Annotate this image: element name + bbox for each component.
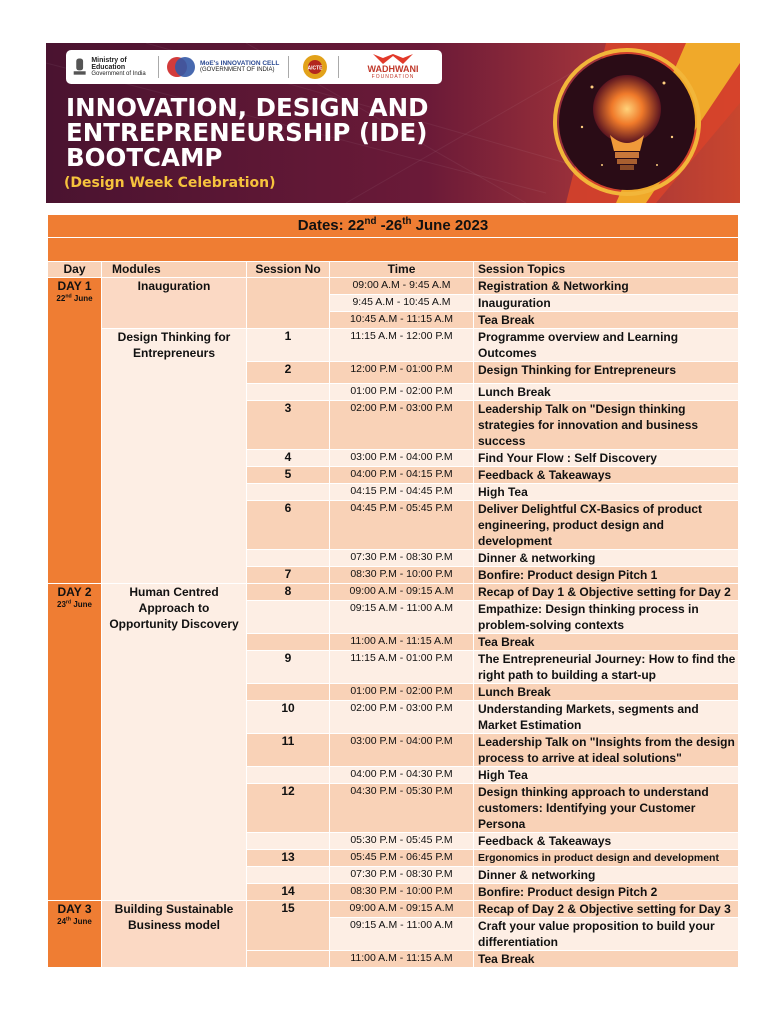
session-number <box>247 767 330 784</box>
time-cell: 09:00 A.M - 09:15 A.M <box>330 584 474 601</box>
time-cell: 04:00 P.M - 04:15 P.M <box>330 467 474 484</box>
time-cell: 10:45 A.M - 11:15 A.M <box>330 312 474 329</box>
time-cell: 04:30 P.M - 05:30 P.M <box>330 784 474 833</box>
topic-cell: Empathize: Design thinking process in problem-solving contexts <box>474 601 739 634</box>
header-modules: Modules <box>102 262 247 278</box>
header-time: Time <box>330 262 474 278</box>
time-cell: 07:30 P.M - 08:30 P.M <box>330 550 474 567</box>
topic-cell: Dinner & networking <box>474 550 739 567</box>
topic-cell: Tea Break <box>474 312 739 329</box>
topic-cell: Lunch Break <box>474 684 739 701</box>
session-number <box>247 484 330 501</box>
wadhwani-mark-icon <box>373 54 413 64</box>
session-number: 5 <box>247 467 330 484</box>
time-cell: 03:00 P.M - 04:00 P.M <box>330 450 474 467</box>
time-cell: 09:15 A.M - 11:00 A.M <box>330 918 474 951</box>
day-cell: DAY 3 24th June <box>48 901 102 968</box>
svg-text:AICTE: AICTE <box>307 65 323 72</box>
session-number: 2 <box>247 362 330 384</box>
session-number: 11 <box>247 734 330 767</box>
session-number <box>247 867 330 884</box>
session-number: 8 <box>247 584 330 601</box>
topic-cell: Understanding Markets, segments and Market Estimation <box>474 701 739 734</box>
topic-cell: Feedback & Takeaways <box>474 833 739 850</box>
time-cell: 11:15 A.M - 01:00 P.M <box>330 651 474 684</box>
wadhwani-logo <box>348 54 438 80</box>
banner-title <box>66 95 428 170</box>
time-cell: 08:30 P.M - 10:00 P.M <box>330 567 474 584</box>
time-cell: 03:00 P.M - 04:00 P.M <box>330 734 474 767</box>
brain-gear-icon <box>166 54 196 80</box>
topic-cell: Leadership Talk on "Insights from the design process to arrive at ideal solutions" <box>474 734 739 767</box>
wadhwani-name: WADHWANI <box>367 64 419 74</box>
module-cell: Design Thinking for Entrepreneurs <box>102 329 247 584</box>
topic-cell: The Entrepreneurial Journey: How to find the right path to building a start-up <box>474 651 739 684</box>
session-number: 10 <box>247 701 330 734</box>
session-number: 13 <box>247 850 330 867</box>
topic-cell: Leadership Talk on "Design thinking strategies for innovation and business success <box>474 401 739 450</box>
topic-cell: Recap of Day 1 & Objective setting for Day 2 <box>474 584 739 601</box>
moe-name: Ministry of Education <box>91 56 127 71</box>
partner-logos <box>66 50 442 84</box>
session-number: 15 <box>247 901 330 951</box>
logo-divider <box>158 56 159 78</box>
time-cell: 04:45 P.M - 05:45 P.M <box>330 501 474 550</box>
topic-cell: Registration & Networking <box>474 278 739 295</box>
session-number: 14 <box>247 884 330 901</box>
title-line: BOOTCAMP <box>66 143 223 172</box>
time-cell: 04:00 P.M - 04:30 P.M <box>330 767 474 784</box>
session-number <box>247 951 330 968</box>
topic-cell: High Tea <box>474 484 739 501</box>
aicte-logo <box>298 54 332 80</box>
time-cell: 02:00 P.M - 03:00 P.M <box>330 401 474 450</box>
event-banner <box>46 43 740 203</box>
session-number: 6 <box>247 501 330 550</box>
time-cell: 01:00 P.M - 02:00 P.M <box>330 684 474 701</box>
time-cell: 11:15 A.M - 12:00 P.M <box>330 329 474 362</box>
emblem-icon <box>72 55 87 79</box>
topic-cell: Recap of Day 2 & Objective setting for Day 3 <box>474 901 739 918</box>
session-number <box>247 833 330 850</box>
topic-cell: Feedback & Takeaways <box>474 467 739 484</box>
session-number <box>247 278 330 329</box>
topic-cell: Design Thinking for Entrepreneurs <box>474 362 739 384</box>
aicte-seal-icon <box>302 54 328 80</box>
spacer-row <box>48 238 739 262</box>
topic-cell: Deliver Delightful CX-Basics of product engineering, product design and development <box>474 501 739 550</box>
mic-logo <box>166 54 296 80</box>
module-cell: Building Sustainable Business model <box>102 901 247 968</box>
topic-cell: Bonfire: Product design Pitch 1 <box>474 567 739 584</box>
topic-cell: Ergonomics in product design and development <box>474 850 739 867</box>
session-number <box>247 601 330 634</box>
header-session: Session No <box>247 262 330 278</box>
session-number <box>247 684 330 701</box>
day-cell: DAY 2 23rd June <box>48 584 102 901</box>
dates-heading: Dates: 22nd -26th June 2023 <box>48 215 739 238</box>
logo-divider <box>288 56 289 78</box>
time-cell: 05:45 P.M - 06:45 P.M <box>330 850 474 867</box>
day-cell: DAY 1 22nd June <box>48 278 102 584</box>
banner-subtitle: (Design Week Celebration) <box>64 175 276 191</box>
module-cell: Inauguration <box>102 278 247 329</box>
topic-cell: Design thinking approach to understand customers: Identifying your Customer Persona <box>474 784 739 833</box>
session-number: 3 <box>247 401 330 450</box>
time-cell: 07:30 P.M - 08:30 P.M <box>330 867 474 884</box>
time-cell: 09:00 A.M - 09:15 A.M <box>330 901 474 918</box>
topic-cell: Bonfire: Product design Pitch 2 <box>474 884 739 901</box>
header-topics: Session Topics <box>474 262 739 278</box>
lightbulb-icon <box>552 47 702 197</box>
topic-cell: Lunch Break <box>474 384 739 401</box>
time-cell: 11:00 A.M - 11:15 A.M <box>330 951 474 968</box>
session-number: 9 <box>247 651 330 684</box>
schedule-table <box>47 214 739 968</box>
title-line: ENTREPRENEURSHIP (IDE) <box>66 118 428 147</box>
topic-cell: Inauguration <box>474 295 739 312</box>
session-number: 4 <box>247 450 330 467</box>
topic-cell: Dinner & networking <box>474 867 739 884</box>
moe-sub: Government of India <box>91 70 146 77</box>
time-cell: 11:00 A.M - 11:15 A.M <box>330 634 474 651</box>
mic-sub: (GOVERNMENT OF INDIA) <box>200 67 275 73</box>
time-cell: 08:30 P.M - 10:00 P.M <box>330 884 474 901</box>
time-cell: 9:45 A.M - 10:45 A.M <box>330 295 474 312</box>
module-cell: Human Centred Approach to Opportunity Discovery <box>102 584 247 901</box>
header-day: Day <box>48 262 102 278</box>
time-cell: 09:15 A.M - 11:00 A.M <box>330 601 474 634</box>
moe-logo <box>72 54 152 80</box>
topic-cell: High Tea <box>474 767 739 784</box>
mic-name: MoE's INNOVATION CELL <box>200 60 280 67</box>
topic-cell: Tea Break <box>474 951 739 968</box>
topic-cell: Craft your value proposition to build your differentiation <box>474 918 739 951</box>
time-cell: 09:00 A.M - 9:45 A.M <box>330 278 474 295</box>
session-number: 12 <box>247 784 330 833</box>
topic-cell: Programme overview and Learning Outcomes <box>474 329 739 362</box>
time-cell: 04:15 P.M - 04:45 P.M <box>330 484 474 501</box>
topic-cell: Tea Break <box>474 634 739 651</box>
session-number <box>247 550 330 567</box>
time-cell: 01:00 P.M - 02:00 P.M <box>330 384 474 401</box>
session-number <box>247 384 330 401</box>
topic-cell: Find Your Flow : Self Discovery <box>474 450 739 467</box>
logo-divider <box>338 56 339 78</box>
time-cell: 02:00 P.M - 03:00 P.M <box>330 701 474 734</box>
session-number <box>247 634 330 651</box>
session-number: 1 <box>247 329 330 362</box>
time-cell: 12:00 P.M - 01:00 P.M <box>330 362 474 384</box>
time-cell: 05:30 P.M - 05:45 P.M <box>330 833 474 850</box>
session-number: 7 <box>247 567 330 584</box>
wadhwani-sub: FOUNDATION <box>371 74 415 80</box>
title-line: INNOVATION, DESIGN AND <box>66 93 429 122</box>
